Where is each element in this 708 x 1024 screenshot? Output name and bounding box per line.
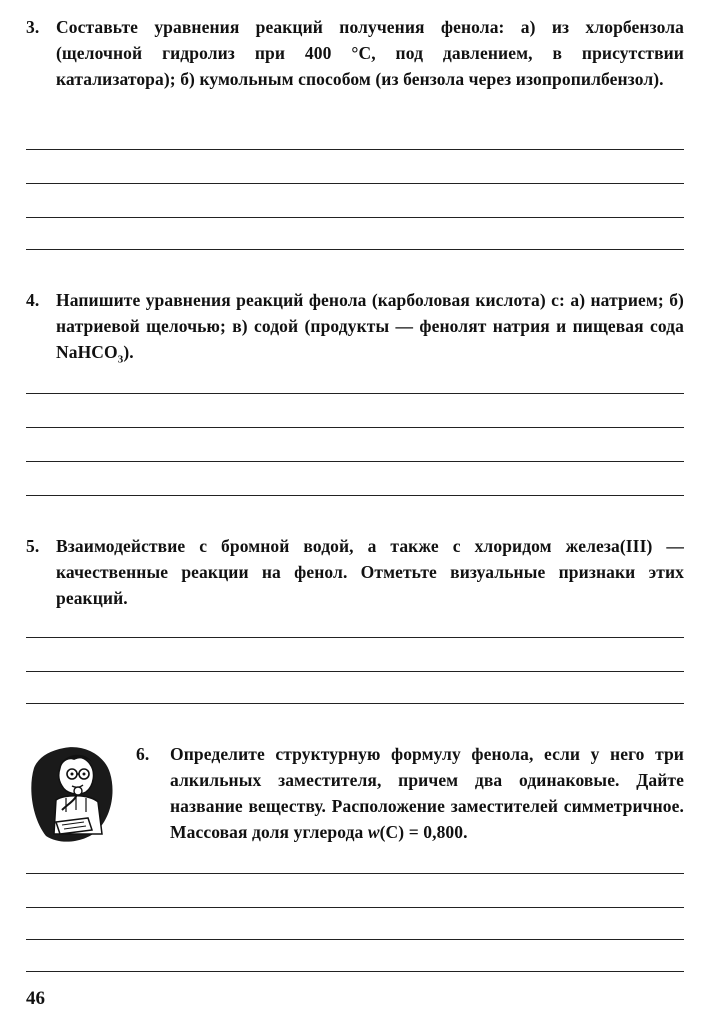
task-3-number: 3. — [26, 17, 40, 37]
answer-line — [26, 461, 684, 462]
task-6-text-main: Определите структурную формулу фенола, если у него три алкильных заместителя, причем два одинаковые. Дайте название веществу. Расположение заместителей симметричное. Массовая доля углерода — [170, 744, 684, 842]
thinking-student-icon — [26, 738, 126, 848]
task-6 — [136, 741, 684, 845]
answer-line — [26, 637, 684, 638]
task-4-text — [56, 287, 684, 373]
answer-line — [26, 183, 684, 184]
answer-line — [26, 703, 684, 704]
task-3-text: Составьте уравнения реакций получения фенола: а) из хлорбензола (щелочной гидролиз при 400 °С, под давлением, в присутствии катализатора); б) кумольным способом (из бензола через изопропилбензол). — [56, 17, 684, 89]
answer-line — [26, 873, 684, 874]
answer-line — [26, 427, 684, 428]
answer-line — [26, 393, 684, 394]
answer-line — [26, 971, 684, 972]
task-4-subscript: 3 — [117, 353, 124, 366]
task-6-number: 6. — [136, 744, 150, 764]
task-4 — [26, 287, 684, 373]
task-6-text-end: (C) = 0,800. — [379, 822, 468, 842]
task-6-italic-symbol: w — [367, 822, 380, 842]
answer-line — [26, 217, 684, 218]
task-5-number: 5. — [26, 536, 40, 556]
task-4-text-end: ). — [123, 342, 134, 362]
answer-line — [26, 939, 684, 940]
task-4-text-main: Напишите уравнения реакций фенола (карболовая кислота) с: а) натрием; б) натриевой щелочью; в) содой (продукты — фенолят натрия и пищевая сода NaHCO — [56, 290, 684, 362]
task-6-text — [170, 741, 684, 845]
task-3 — [26, 14, 684, 92]
task-5-text: Взаимодействие с бромной водой, а также с хлоридом железа(III) — качественные реакции на фенол. Отметьте визуальные признаки этих реакций. — [56, 536, 684, 608]
answer-line — [26, 907, 684, 908]
page-number: 46 — [26, 988, 45, 1009]
answer-line — [26, 249, 684, 250]
answer-line — [26, 149, 684, 150]
task-5 — [26, 533, 684, 611]
answer-line — [26, 671, 684, 672]
task-4-number: 4. — [26, 290, 40, 310]
answer-line — [26, 495, 684, 496]
